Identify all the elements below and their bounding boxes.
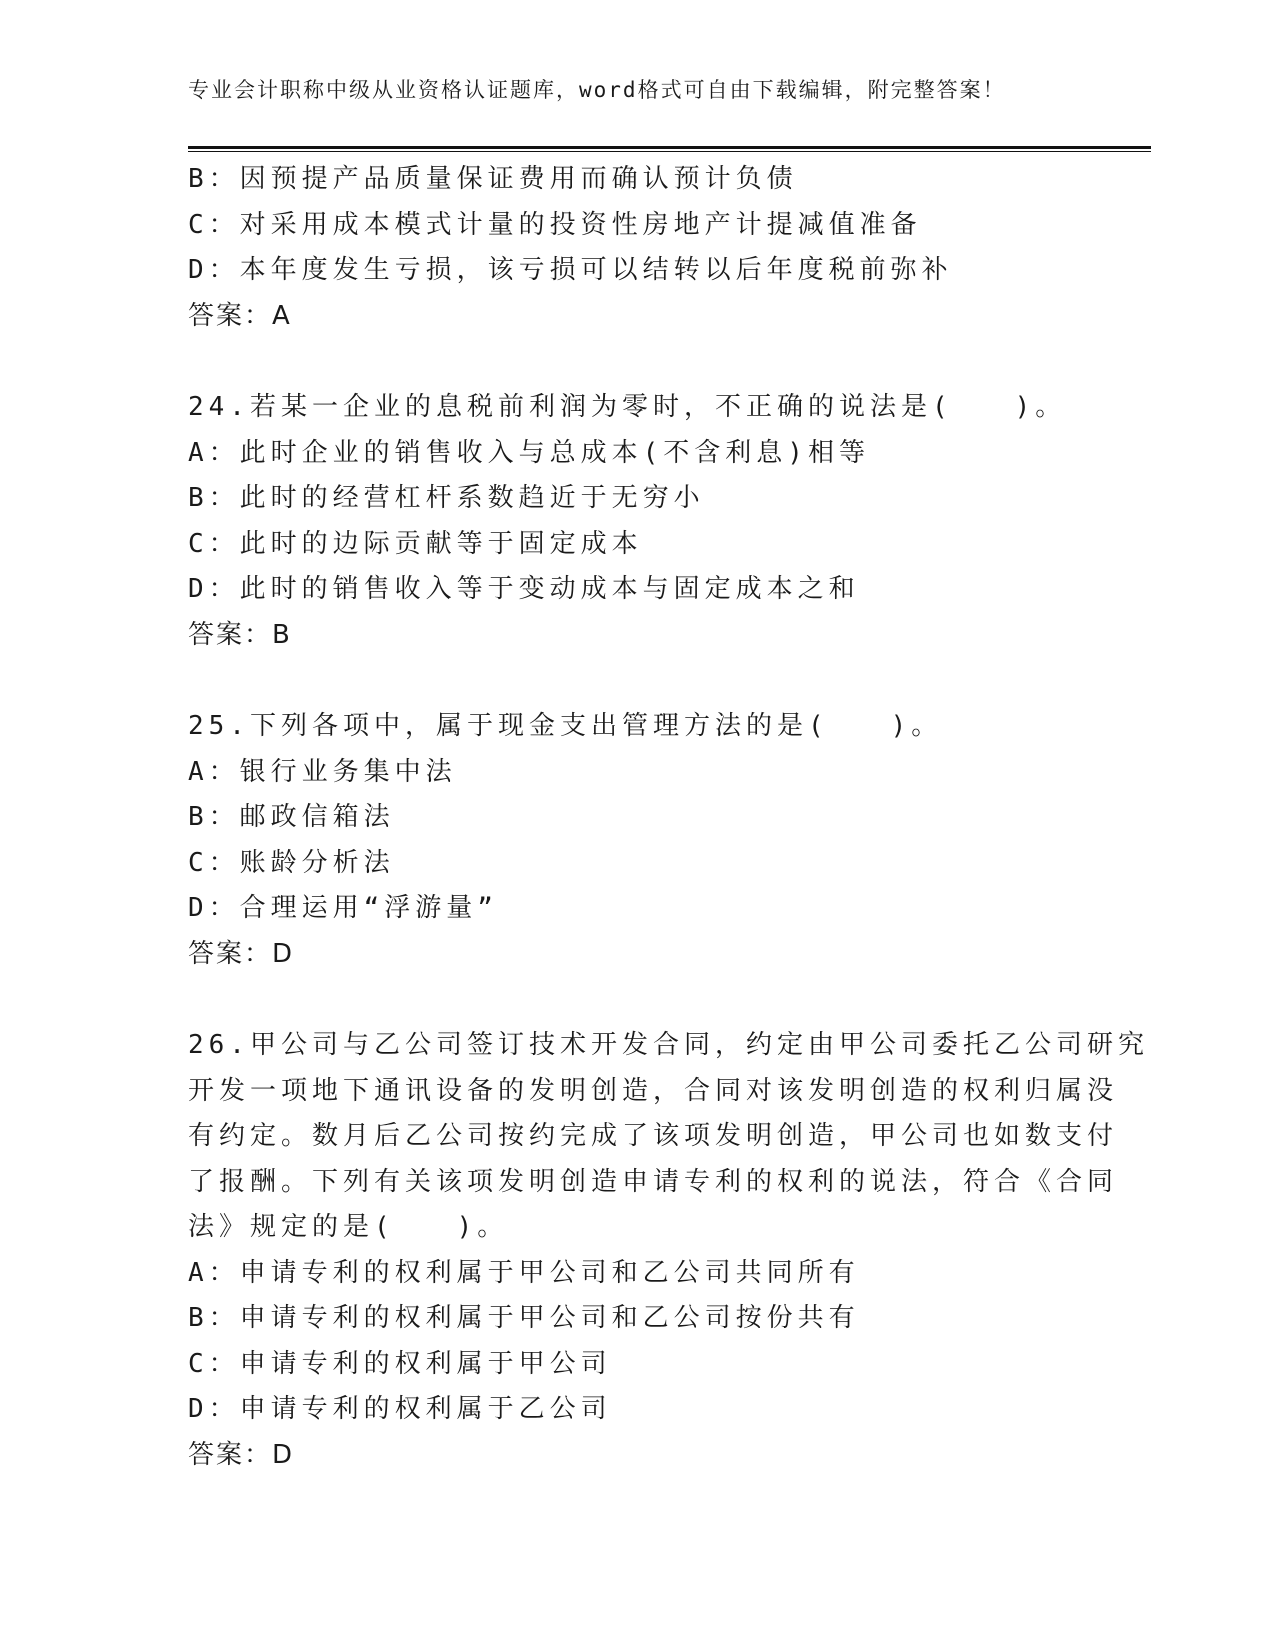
question-24: [188, 385, 1088, 658]
option-b: B：因预提产品质量保证费用而确认预计负债: [188, 164, 798, 194]
question-23-tail: [188, 157, 1088, 339]
question-26: [188, 1023, 1149, 1478]
option-c: C：对采用成本模式计量的投资性房地产计提减值准备: [188, 209, 922, 240]
header-rule-thin: [188, 151, 1151, 152]
answer: 答案：D: [188, 1439, 295, 1470]
option-c: C：申请专利的权利属于甲公司: [188, 1348, 612, 1379]
option-d: D：合理运用“浮游量”: [188, 893, 498, 923]
option-a: A：此时企业的销售收入与总成本(不含利息)相等: [188, 437, 870, 468]
question-stem-line: 有约定。数月后乙公司按约完成了该项发明创造，甲公司也如数支付: [188, 1121, 1119, 1151]
question-stem-line: 了报酬。下列有关该项发明创造申请专利的权利的说法，符合《合同: [188, 1166, 1119, 1197]
option-a: A：银行业务集中法: [188, 756, 457, 787]
question-stem: 24.若某一企业的息税前利润为零时，不正确的说法是( )。: [188, 392, 1067, 422]
spacer: [188, 977, 1088, 1023]
answer: 答案：D: [188, 938, 295, 969]
question-stem: 25.下列各项中，属于现金支出管理方法的是( )。: [188, 711, 943, 741]
spacer: [188, 339, 1088, 385]
question-stem-line: 法》规定的是( )。: [188, 1212, 509, 1242]
spacer: [188, 658, 1088, 704]
answer: 答案：B: [188, 619, 292, 650]
question-25: [188, 704, 1088, 977]
option-c: C：账龄分析法: [188, 847, 395, 878]
option-d: D：本年度发生亏损，该亏损可以结转以后年度税前弥补: [188, 255, 953, 285]
answer: 答案：A: [188, 300, 292, 331]
option-b: B：此时的经营杠杆系数趋近于无穷小: [188, 483, 705, 513]
question-stem-line: 26.甲公司与乙公司签订技术开发合同，约定由甲公司委托乙公司研究: [188, 1030, 1149, 1060]
option-a: A：申请专利的权利属于甲公司和乙公司共同所有: [188, 1257, 860, 1288]
option-d: D：此时的销售收入等于变动成本与固定成本之和: [188, 574, 860, 604]
option-d: D：申请专利的权利属于乙公司: [188, 1394, 612, 1424]
option-b: B：申请专利的权利属于甲公司和乙公司按份共有: [188, 1303, 860, 1333]
option-c: C：此时的边际贡献等于固定成本: [188, 528, 643, 559]
header-rule-thick: [188, 146, 1151, 149]
page-header: 专业会计职称中级从业资格认证题库，word格式可自由下载编辑，附完整答案！: [188, 78, 1006, 102]
option-b: B：邮政信箱法: [188, 802, 395, 832]
question-stem-line: 开发一项地下通讯设备的发明创造，合同对该发明创造的权利归属没: [188, 1075, 1119, 1106]
question-content: [188, 157, 1149, 1478]
